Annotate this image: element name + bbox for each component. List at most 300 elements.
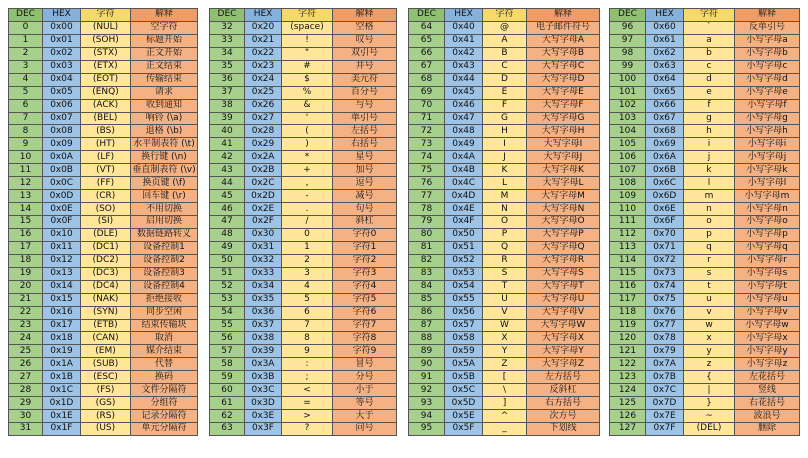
hex-cell: 0x08 bbox=[43, 125, 81, 138]
desc-cell: 大写字母F bbox=[527, 99, 600, 112]
desc-cell: 冒号 bbox=[333, 358, 397, 371]
char-cell: o bbox=[684, 216, 735, 229]
char-header: 字符 bbox=[282, 9, 333, 22]
hex-cell: 0x21 bbox=[245, 34, 282, 47]
char-cell: _ bbox=[483, 423, 527, 436]
hex-cell: 0x26 bbox=[245, 99, 282, 112]
table-row bbox=[9, 125, 198, 138]
table-row bbox=[210, 293, 397, 306]
char-cell: d bbox=[684, 73, 735, 86]
desc-cell: 大写字母D bbox=[527, 73, 600, 86]
desc-cell: 换码 bbox=[131, 371, 198, 384]
hex-cell: 0x09 bbox=[43, 138, 81, 151]
dec-cell: 6 bbox=[9, 99, 43, 112]
desc-cell: 小写字母q bbox=[735, 241, 800, 254]
char-cell: B bbox=[483, 47, 527, 60]
hex-cell: 0x50 bbox=[445, 228, 483, 241]
dec-cell: 66 bbox=[409, 47, 445, 60]
table-row bbox=[610, 190, 800, 203]
char-cell: { bbox=[684, 371, 735, 384]
hex-cell: 0x65 bbox=[646, 86, 684, 99]
table-row bbox=[409, 371, 600, 384]
dec-cell: 124 bbox=[610, 384, 646, 397]
table-row bbox=[9, 397, 198, 410]
table-row bbox=[9, 332, 198, 345]
hex-cell: 0x18 bbox=[43, 332, 81, 345]
desc-cell: 美元符 bbox=[333, 73, 397, 86]
char-cell: . bbox=[282, 203, 333, 216]
table-row bbox=[409, 306, 600, 319]
hex-cell: 0x64 bbox=[646, 73, 684, 86]
table-row bbox=[409, 267, 600, 280]
table-row bbox=[9, 73, 198, 86]
char-cell: (NUL) bbox=[81, 21, 131, 34]
dec-cell: 33 bbox=[210, 34, 245, 47]
ascii-table-2 bbox=[209, 8, 397, 436]
desc-cell: 标题开始 bbox=[131, 34, 198, 47]
hex-cell: 0x60 bbox=[646, 21, 684, 34]
table-row bbox=[210, 21, 397, 34]
char-cell: H bbox=[483, 125, 527, 138]
desc-cell: 小写字母h bbox=[735, 125, 800, 138]
hex-cell: 0x16 bbox=[43, 306, 81, 319]
table-row bbox=[210, 34, 397, 47]
dec-cell: 75 bbox=[409, 164, 445, 177]
table-row bbox=[610, 177, 800, 190]
hex-cell: 0x20 bbox=[245, 21, 282, 34]
desc-cell: 小写字母o bbox=[735, 216, 800, 229]
char-cell: E bbox=[483, 86, 527, 99]
hex-cell: 0x6F bbox=[646, 216, 684, 229]
dec-cell: 117 bbox=[610, 293, 646, 306]
table-row bbox=[610, 151, 800, 164]
table-row bbox=[409, 397, 600, 410]
dec-cell: 125 bbox=[610, 397, 646, 410]
table-row bbox=[210, 47, 397, 60]
hex-cell: 0x38 bbox=[245, 332, 282, 345]
header-row bbox=[210, 9, 397, 22]
dec-header: DEC bbox=[210, 9, 245, 22]
dec-cell: 14 bbox=[9, 203, 43, 216]
desc-cell: 大写字母A bbox=[527, 34, 600, 47]
hex-cell: 0x2D bbox=[245, 190, 282, 203]
hex-cell: 0x34 bbox=[245, 280, 282, 293]
table-row bbox=[610, 306, 800, 319]
dec-cell: 52 bbox=[210, 280, 245, 293]
hex-cell: 0x01 bbox=[43, 34, 81, 47]
hex-cell: 0x36 bbox=[245, 306, 282, 319]
dec-cell: 1 bbox=[9, 34, 43, 47]
dec-cell: 22 bbox=[9, 306, 43, 319]
table-row bbox=[210, 358, 397, 371]
desc-cell: 小写字母y bbox=[735, 345, 800, 358]
desc-cell: 大写字母P bbox=[527, 228, 600, 241]
desc-cell: 小写字母r bbox=[735, 254, 800, 267]
table-row bbox=[210, 112, 397, 125]
desc-cell: 大写字母X bbox=[527, 332, 600, 345]
hex-cell: 0x58 bbox=[445, 332, 483, 345]
dec-cell: 102 bbox=[610, 99, 646, 112]
dec-cell: 122 bbox=[610, 358, 646, 371]
dec-cell: 26 bbox=[9, 358, 43, 371]
desc-cell: 斜杠 bbox=[333, 216, 397, 229]
desc-cell: 收到通知 bbox=[131, 99, 198, 112]
char-cell: y bbox=[684, 345, 735, 358]
dec-cell: 38 bbox=[210, 99, 245, 112]
dec-cell: 63 bbox=[210, 423, 245, 436]
dec-cell: 107 bbox=[610, 164, 646, 177]
char-cell: ! bbox=[282, 34, 333, 47]
hex-cell: 0x4C bbox=[445, 177, 483, 190]
hex-cell: 0x0B bbox=[43, 164, 81, 177]
desc-cell: 电子邮件符号 bbox=[527, 21, 600, 34]
char-cell: J bbox=[483, 151, 527, 164]
dec-cell: 79 bbox=[409, 216, 445, 229]
table-row bbox=[610, 241, 800, 254]
desc-cell: 句号 bbox=[333, 203, 397, 216]
char-cell: V bbox=[483, 306, 527, 319]
dec-cell: 10 bbox=[9, 151, 43, 164]
hex-cell: 0x41 bbox=[445, 34, 483, 47]
char-cell: ^ bbox=[483, 410, 527, 423]
desc-cell: 单引号 bbox=[333, 112, 397, 125]
hex-cell: 0x51 bbox=[445, 241, 483, 254]
dec-cell: 127 bbox=[610, 423, 646, 436]
dec-cell: 35 bbox=[210, 60, 245, 73]
dec-cell: 119 bbox=[610, 319, 646, 332]
hex-cell: 0x7A bbox=[646, 358, 684, 371]
hex-cell: 0x62 bbox=[646, 47, 684, 60]
dec-cell: 17 bbox=[9, 241, 43, 254]
desc-cell: 右括号 bbox=[333, 138, 397, 151]
char-cell: (SOH) bbox=[81, 34, 131, 47]
char-cell: K bbox=[483, 164, 527, 177]
table-row bbox=[610, 164, 800, 177]
desc-cell: 波浪号 bbox=[735, 410, 800, 423]
desc-cell: 小写字母v bbox=[735, 306, 800, 319]
table-row bbox=[210, 125, 397, 138]
table-row bbox=[409, 47, 600, 60]
dec-cell: 13 bbox=[9, 190, 43, 203]
table-row bbox=[9, 319, 198, 332]
desc-cell: 设备控制4 bbox=[131, 280, 198, 293]
desc-cell: 大写字母Y bbox=[527, 345, 600, 358]
char-cell: 5 bbox=[282, 293, 333, 306]
table-row bbox=[409, 254, 600, 267]
dec-cell: 41 bbox=[210, 138, 245, 151]
hex-cell: 0x75 bbox=[646, 293, 684, 306]
char-cell: $ bbox=[282, 73, 333, 86]
hex-cell: 0x3B bbox=[245, 371, 282, 384]
char-cell: I bbox=[483, 138, 527, 151]
table-row bbox=[9, 47, 198, 60]
desc-cell: 大写字母R bbox=[527, 254, 600, 267]
table-row bbox=[9, 280, 198, 293]
hex-cell: 0x28 bbox=[245, 125, 282, 138]
dec-cell: 7 bbox=[9, 112, 43, 125]
dec-cell: 78 bbox=[409, 203, 445, 216]
desc-cell: 代替 bbox=[131, 358, 198, 371]
char-cell: ( bbox=[282, 125, 333, 138]
table-row bbox=[210, 203, 397, 216]
table-row bbox=[9, 228, 198, 241]
char-cell: (EM) bbox=[81, 345, 131, 358]
char-cell: @ bbox=[483, 21, 527, 34]
dec-cell: 23 bbox=[9, 319, 43, 332]
char-cell: ? bbox=[282, 423, 333, 436]
desc-cell: 小写字母j bbox=[735, 151, 800, 164]
desc-cell: 字符9 bbox=[333, 345, 397, 358]
table-row bbox=[409, 216, 600, 229]
dec-cell: 105 bbox=[610, 138, 646, 151]
hex-cell: 0x10 bbox=[43, 228, 81, 241]
desc-cell: 回车键 (\r) bbox=[131, 190, 198, 203]
hex-cell: 0x3E bbox=[245, 410, 282, 423]
char-cell: q bbox=[684, 241, 735, 254]
table-row bbox=[9, 112, 198, 125]
desc-cell: 同步空闲 bbox=[131, 306, 198, 319]
table-row bbox=[610, 34, 800, 47]
char-cell: (FS) bbox=[81, 384, 131, 397]
table-row bbox=[9, 216, 198, 229]
table-row bbox=[409, 112, 600, 125]
table-row bbox=[610, 293, 800, 306]
table-row bbox=[610, 47, 800, 60]
table-row bbox=[409, 190, 600, 203]
char-cell: R bbox=[483, 254, 527, 267]
dec-cell: 55 bbox=[210, 319, 245, 332]
table-row bbox=[409, 410, 600, 423]
dec-cell: 82 bbox=[409, 254, 445, 267]
dec-cell: 59 bbox=[210, 371, 245, 384]
char-cell: , bbox=[282, 177, 333, 190]
char-cell: = bbox=[282, 397, 333, 410]
hex-cell: 0x4A bbox=[445, 151, 483, 164]
dec-cell: 0 bbox=[9, 21, 43, 34]
hex-cell: 0x6D bbox=[646, 190, 684, 203]
dec-cell: 44 bbox=[210, 177, 245, 190]
desc-cell: 小写字母k bbox=[735, 164, 800, 177]
desc-cell: 反单引号 bbox=[735, 21, 800, 34]
table-row bbox=[409, 73, 600, 86]
hex-cell: 0x31 bbox=[245, 241, 282, 254]
desc-header: 解释 bbox=[735, 9, 800, 22]
desc-cell: 数据链路转义 bbox=[131, 228, 198, 241]
char-cell: g bbox=[684, 112, 735, 125]
char-cell: P bbox=[483, 228, 527, 241]
char-cell: z bbox=[684, 358, 735, 371]
char-cell: (ACK) bbox=[81, 99, 131, 112]
desc-cell: 水平制表符 (\t) bbox=[131, 138, 198, 151]
table-row bbox=[9, 151, 198, 164]
table-row bbox=[610, 371, 800, 384]
table-row bbox=[610, 21, 800, 34]
hex-cell: 0x03 bbox=[43, 60, 81, 73]
hex-cell: 0x04 bbox=[43, 73, 81, 86]
dec-cell: 20 bbox=[9, 280, 43, 293]
dec-cell: 31 bbox=[9, 423, 43, 436]
desc-cell: 双引号 bbox=[333, 47, 397, 60]
hex-cell: 0x7C bbox=[646, 384, 684, 397]
dec-cell: 32 bbox=[210, 21, 245, 34]
desc-cell: 拒绝接收 bbox=[131, 293, 198, 306]
dec-cell: 98 bbox=[610, 47, 646, 60]
hex-cell: 0x2F bbox=[245, 216, 282, 229]
dec-cell: 21 bbox=[9, 293, 43, 306]
table-row bbox=[210, 319, 397, 332]
desc-cell: 小写字母x bbox=[735, 332, 800, 345]
desc-cell: 左方括号 bbox=[527, 371, 600, 384]
hex-cell: 0x79 bbox=[646, 345, 684, 358]
dec-header: DEC bbox=[610, 9, 646, 22]
desc-cell: 小写字母w bbox=[735, 319, 800, 332]
desc-cell: 结束传输块 bbox=[131, 319, 198, 332]
char-cell: w bbox=[684, 319, 735, 332]
dec-cell: 99 bbox=[610, 60, 646, 73]
hex-cell: 0x54 bbox=[445, 280, 483, 293]
dec-cell: 29 bbox=[9, 397, 43, 410]
hex-cell: 0x27 bbox=[245, 112, 282, 125]
char-cell: (ESC) bbox=[81, 371, 131, 384]
desc-cell: 小写字母d bbox=[735, 73, 800, 86]
hex-cell: 0x72 bbox=[646, 254, 684, 267]
desc-cell: 右花括号 bbox=[735, 397, 800, 410]
table-row bbox=[9, 306, 198, 319]
desc-cell: 左括号 bbox=[333, 125, 397, 138]
dec-cell: 91 bbox=[409, 371, 445, 384]
desc-cell: 逗号 bbox=[333, 177, 397, 190]
dec-cell: 61 bbox=[210, 397, 245, 410]
hex-cell: 0x1C bbox=[43, 384, 81, 397]
table-row bbox=[610, 410, 800, 423]
desc-cell: 空格 bbox=[333, 21, 397, 34]
desc-cell: 小写字母p bbox=[735, 228, 800, 241]
dec-cell: 80 bbox=[409, 228, 445, 241]
dec-cell: 113 bbox=[610, 241, 646, 254]
table-row bbox=[610, 86, 800, 99]
table-row bbox=[409, 34, 600, 47]
dec-cell: 54 bbox=[210, 306, 245, 319]
hex-cell: 0x19 bbox=[43, 345, 81, 358]
hex-cell: 0x7E bbox=[646, 410, 684, 423]
desc-cell: 小写字母f bbox=[735, 99, 800, 112]
char-cell: f bbox=[684, 99, 735, 112]
char-cell: (SI) bbox=[81, 216, 131, 229]
hex-cell: 0x1B bbox=[43, 371, 81, 384]
dec-cell: 81 bbox=[409, 241, 445, 254]
char-cell: x bbox=[684, 332, 735, 345]
table-row bbox=[9, 371, 198, 384]
char-cell: n bbox=[684, 203, 735, 216]
desc-cell: 小写字母e bbox=[735, 86, 800, 99]
table-row bbox=[409, 358, 600, 371]
desc-cell: 大写字母O bbox=[527, 216, 600, 229]
dec-cell: 96 bbox=[610, 21, 646, 34]
hex-cell: 0x3C bbox=[245, 384, 282, 397]
table-row bbox=[9, 410, 198, 423]
table-row bbox=[409, 60, 600, 73]
dec-cell: 47 bbox=[210, 216, 245, 229]
table-row bbox=[210, 138, 397, 151]
char-cell: (ETX) bbox=[81, 60, 131, 73]
hex-cell: 0x59 bbox=[445, 345, 483, 358]
dec-cell: 104 bbox=[610, 125, 646, 138]
hex-cell: 0x48 bbox=[445, 125, 483, 138]
table-row bbox=[210, 190, 397, 203]
table-row bbox=[210, 332, 397, 345]
hex-cell: 0x3F bbox=[245, 423, 282, 436]
hex-cell: 0x71 bbox=[646, 241, 684, 254]
hex-cell: 0x4D bbox=[445, 190, 483, 203]
dec-cell: 112 bbox=[610, 228, 646, 241]
hex-cell: 0x06 bbox=[43, 99, 81, 112]
char-cell: ` bbox=[684, 21, 735, 34]
hex-header: HEX bbox=[646, 9, 684, 22]
desc-cell: 换页键 (\f) bbox=[131, 177, 198, 190]
dec-cell: 111 bbox=[610, 216, 646, 229]
desc-cell: 等号 bbox=[333, 397, 397, 410]
desc-cell: 加号 bbox=[333, 164, 397, 177]
desc-cell: 百分号 bbox=[333, 86, 397, 99]
desc-cell: 正文结束 bbox=[131, 60, 198, 73]
dec-cell: 108 bbox=[610, 177, 646, 190]
dec-cell: 120 bbox=[610, 332, 646, 345]
table-row bbox=[610, 397, 800, 410]
dec-cell: 65 bbox=[409, 34, 445, 47]
table-row bbox=[9, 164, 198, 177]
table-row bbox=[409, 280, 600, 293]
dec-cell: 103 bbox=[610, 112, 646, 125]
dec-cell: 2 bbox=[9, 47, 43, 60]
char-cell: s bbox=[684, 267, 735, 280]
hex-cell: 0x70 bbox=[646, 228, 684, 241]
dec-cell: 85 bbox=[409, 293, 445, 306]
hex-cell: 0x44 bbox=[445, 73, 483, 86]
dec-cell: 30 bbox=[9, 410, 43, 423]
table-row bbox=[210, 86, 397, 99]
hex-cell: 0x15 bbox=[43, 293, 81, 306]
table-row bbox=[210, 164, 397, 177]
desc-cell: 大写字母T bbox=[527, 280, 600, 293]
hex-cell: 0x5B bbox=[445, 371, 483, 384]
table-row bbox=[610, 423, 800, 436]
table-row bbox=[409, 21, 600, 34]
table-row bbox=[409, 228, 600, 241]
hex-cell: 0x24 bbox=[245, 73, 282, 86]
dec-cell: 9 bbox=[9, 138, 43, 151]
hex-cell: 0x0F bbox=[43, 216, 81, 229]
char-cell: # bbox=[282, 60, 333, 73]
table-row bbox=[409, 151, 600, 164]
table-row bbox=[210, 280, 397, 293]
dec-cell: 116 bbox=[610, 280, 646, 293]
hex-cell: 0x05 bbox=[43, 86, 81, 99]
table-row bbox=[610, 332, 800, 345]
char-cell: (NAK) bbox=[81, 293, 131, 306]
table-row bbox=[610, 60, 800, 73]
char-cell: ~ bbox=[684, 410, 735, 423]
table-row bbox=[610, 228, 800, 241]
table-row bbox=[610, 358, 800, 371]
hex-cell: 0x12 bbox=[43, 254, 81, 267]
table-row bbox=[210, 371, 397, 384]
hex-cell: 0x23 bbox=[245, 60, 282, 73]
hex-cell: 0x32 bbox=[245, 254, 282, 267]
desc-cell: 大写字母N bbox=[527, 203, 600, 216]
hex-cell: 0x49 bbox=[445, 138, 483, 151]
desc-cell: 大写字母I bbox=[527, 138, 600, 151]
desc-cell: 小写字母a bbox=[735, 34, 800, 47]
